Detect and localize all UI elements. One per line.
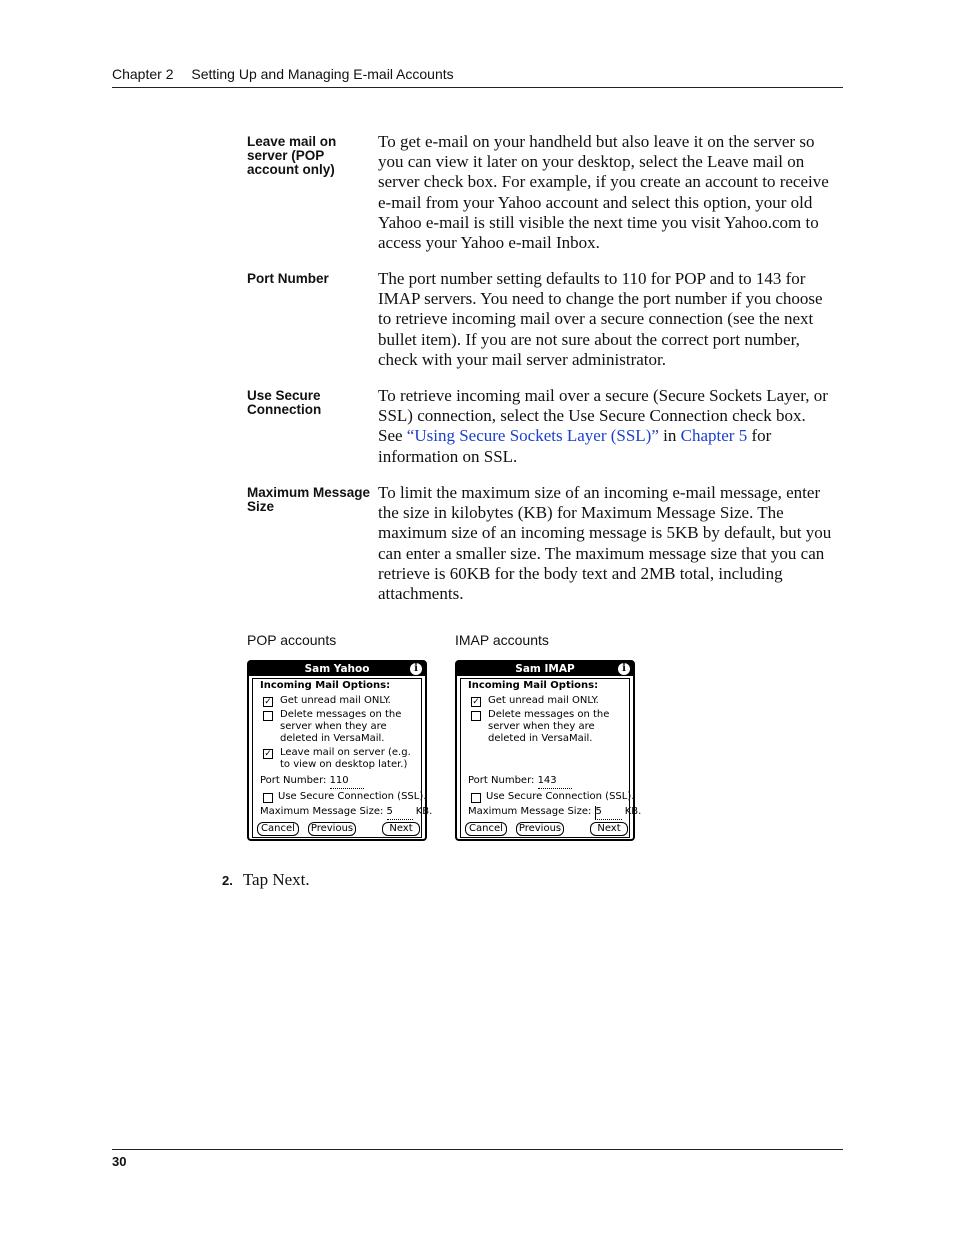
term-row-use-secure: [247, 386, 847, 483]
term-definition: [378, 386, 833, 483]
cancel-button[interactable]: Cancel: [257, 822, 299, 836]
term-definition: The port number setting defaults to 110 for POP and to 143 for IMAP servers. You need to change the port number if you choose to retrieve incoming mail over a secure connection (see the next bullet item). If you are not sure about the correct port number, check with your mail server administrator.: [378, 269, 823, 369]
option-label: Get unread mail ONLY.: [488, 695, 599, 706]
next-button[interactable]: Next: [382, 822, 420, 836]
port-label: Port Number:: [260, 775, 327, 786]
term-label: Leave mail on server (POP account only): [247, 134, 337, 177]
max-size-label: Maximum Message Size:: [468, 806, 592, 817]
page-number: 30: [112, 1154, 127, 1169]
port-row: [260, 775, 364, 789]
screen-body: [460, 678, 642, 838]
chapter-5-link[interactable]: Chapter 5: [680, 426, 748, 446]
definition-text: in: [658, 426, 681, 446]
max-size-unit: KB.: [415, 806, 433, 817]
option-label: deleted in VersaMail.: [280, 733, 385, 744]
chapter-label: Chapter 2: [112, 66, 174, 82]
port-field[interactable]: 110: [330, 775, 364, 789]
imap-screenshot: [455, 660, 642, 841]
options-heading: Incoming Mail Options:: [260, 680, 391, 691]
info-icon[interactable]: i: [618, 663, 630, 675]
step-number: 2.: [222, 873, 233, 888]
chapter-title: Setting Up and Managing E-mail Accounts: [191, 66, 454, 82]
next-button[interactable]: Next: [590, 822, 628, 836]
max-size-row: [260, 806, 432, 820]
term-definition: To limit the maximum size of an incoming e-mail message, enter the size in kilobytes (KB) for Maximum Message Size. The maximum size of an incoming message is 5KB by default, but you can enter a smaller size. The maximum message size that you can retrieve is 60KB for the body text and 2MB total, including attachments.: [378, 483, 832, 604]
option-label: Delete messages on the: [488, 709, 610, 720]
screen-title-text: Sam Yahoo: [304, 663, 370, 675]
delete-messages-checkbox[interactable]: [263, 711, 273, 721]
max-size-field[interactable]: 5: [387, 806, 413, 820]
term-row-max-size: [247, 483, 847, 604]
term-label: Use Secure Connection: [247, 388, 322, 417]
definition-list: [247, 132, 847, 604]
get-unread-checkbox[interactable]: ✓: [264, 697, 272, 707]
term-row-leave-mail: [247, 132, 847, 269]
option-label: Get unread mail ONLY.: [280, 695, 391, 706]
page-footer: [112, 1149, 843, 1169]
previous-button[interactable]: Previous: [308, 822, 356, 836]
screen-title: [249, 662, 425, 676]
info-icon[interactable]: i: [410, 663, 422, 675]
cancel-button[interactable]: Cancel: [465, 822, 507, 836]
option-label: deleted in VersaMail.: [488, 733, 593, 744]
term-definition: To get e-mail on your handheld but also leave it on the server so you can view it later on your desktop, select the Leave mail on server check box. For example, if you create an account to receive e-mail from your Yahoo account and select this option, your old Yahoo e-mail is still visible the next time you visit Yahoo.com to access your Yahoo e-mail Inbox.: [378, 132, 829, 253]
screen-title-text: Sam IMAP: [515, 663, 575, 675]
screen-body: [252, 678, 433, 838]
ssl-label: Use Secure Connection (SSL).: [278, 791, 427, 802]
term-label: Maximum Message Size: [247, 485, 371, 514]
definition-text: To retrieve incoming mail over a secure (Secure Sockets Layer, or SSL) connection, select the Use Secure Connection check box. See: [378, 386, 828, 446]
options-heading: Incoming Mail Options:: [468, 680, 599, 691]
step-text: Tap Next.: [242, 870, 310, 889]
pop-screenshot: [247, 660, 433, 841]
delete-messages-checkbox[interactable]: [471, 711, 481, 721]
previous-button[interactable]: Previous: [516, 822, 564, 836]
max-size-label: Maximum Message Size:: [260, 806, 384, 817]
port-row: [468, 775, 572, 789]
imap-caption: IMAP accounts: [455, 632, 549, 648]
pop-caption: POP accounts: [247, 632, 337, 648]
max-size-row: [468, 806, 641, 820]
step-2: [222, 870, 310, 890]
get-unread-checkbox[interactable]: ✓: [472, 697, 480, 707]
max-size-unit: KB.: [624, 806, 642, 817]
option-label: to view on desktop later.): [280, 759, 408, 770]
port-field[interactable]: 143: [538, 775, 572, 789]
running-header: [112, 66, 843, 88]
ssl-checkbox[interactable]: [263, 793, 273, 803]
definition-text: for information on SSL.: [378, 426, 772, 466]
ssl-label: Use Secure Connection (SSL).: [486, 791, 635, 802]
option-label: server when they are: [280, 721, 387, 732]
leave-mail-checkbox[interactable]: ✓: [264, 749, 272, 759]
option-label: Delete messages on the: [280, 709, 402, 720]
term-label: Port Number: [247, 271, 329, 286]
option-label: Leave mail on server (e.g.: [280, 747, 411, 758]
ssl-section-link[interactable]: “Using Secure Sockets Layer (SSL)”: [406, 426, 659, 446]
port-label: Port Number:: [468, 775, 535, 786]
ssl-checkbox[interactable]: [471, 793, 481, 803]
max-size-field[interactable]: 5: [595, 806, 622, 820]
term-row-port-number: [247, 269, 847, 386]
option-label: server when they are: [488, 721, 595, 732]
screen-title: [457, 662, 633, 676]
